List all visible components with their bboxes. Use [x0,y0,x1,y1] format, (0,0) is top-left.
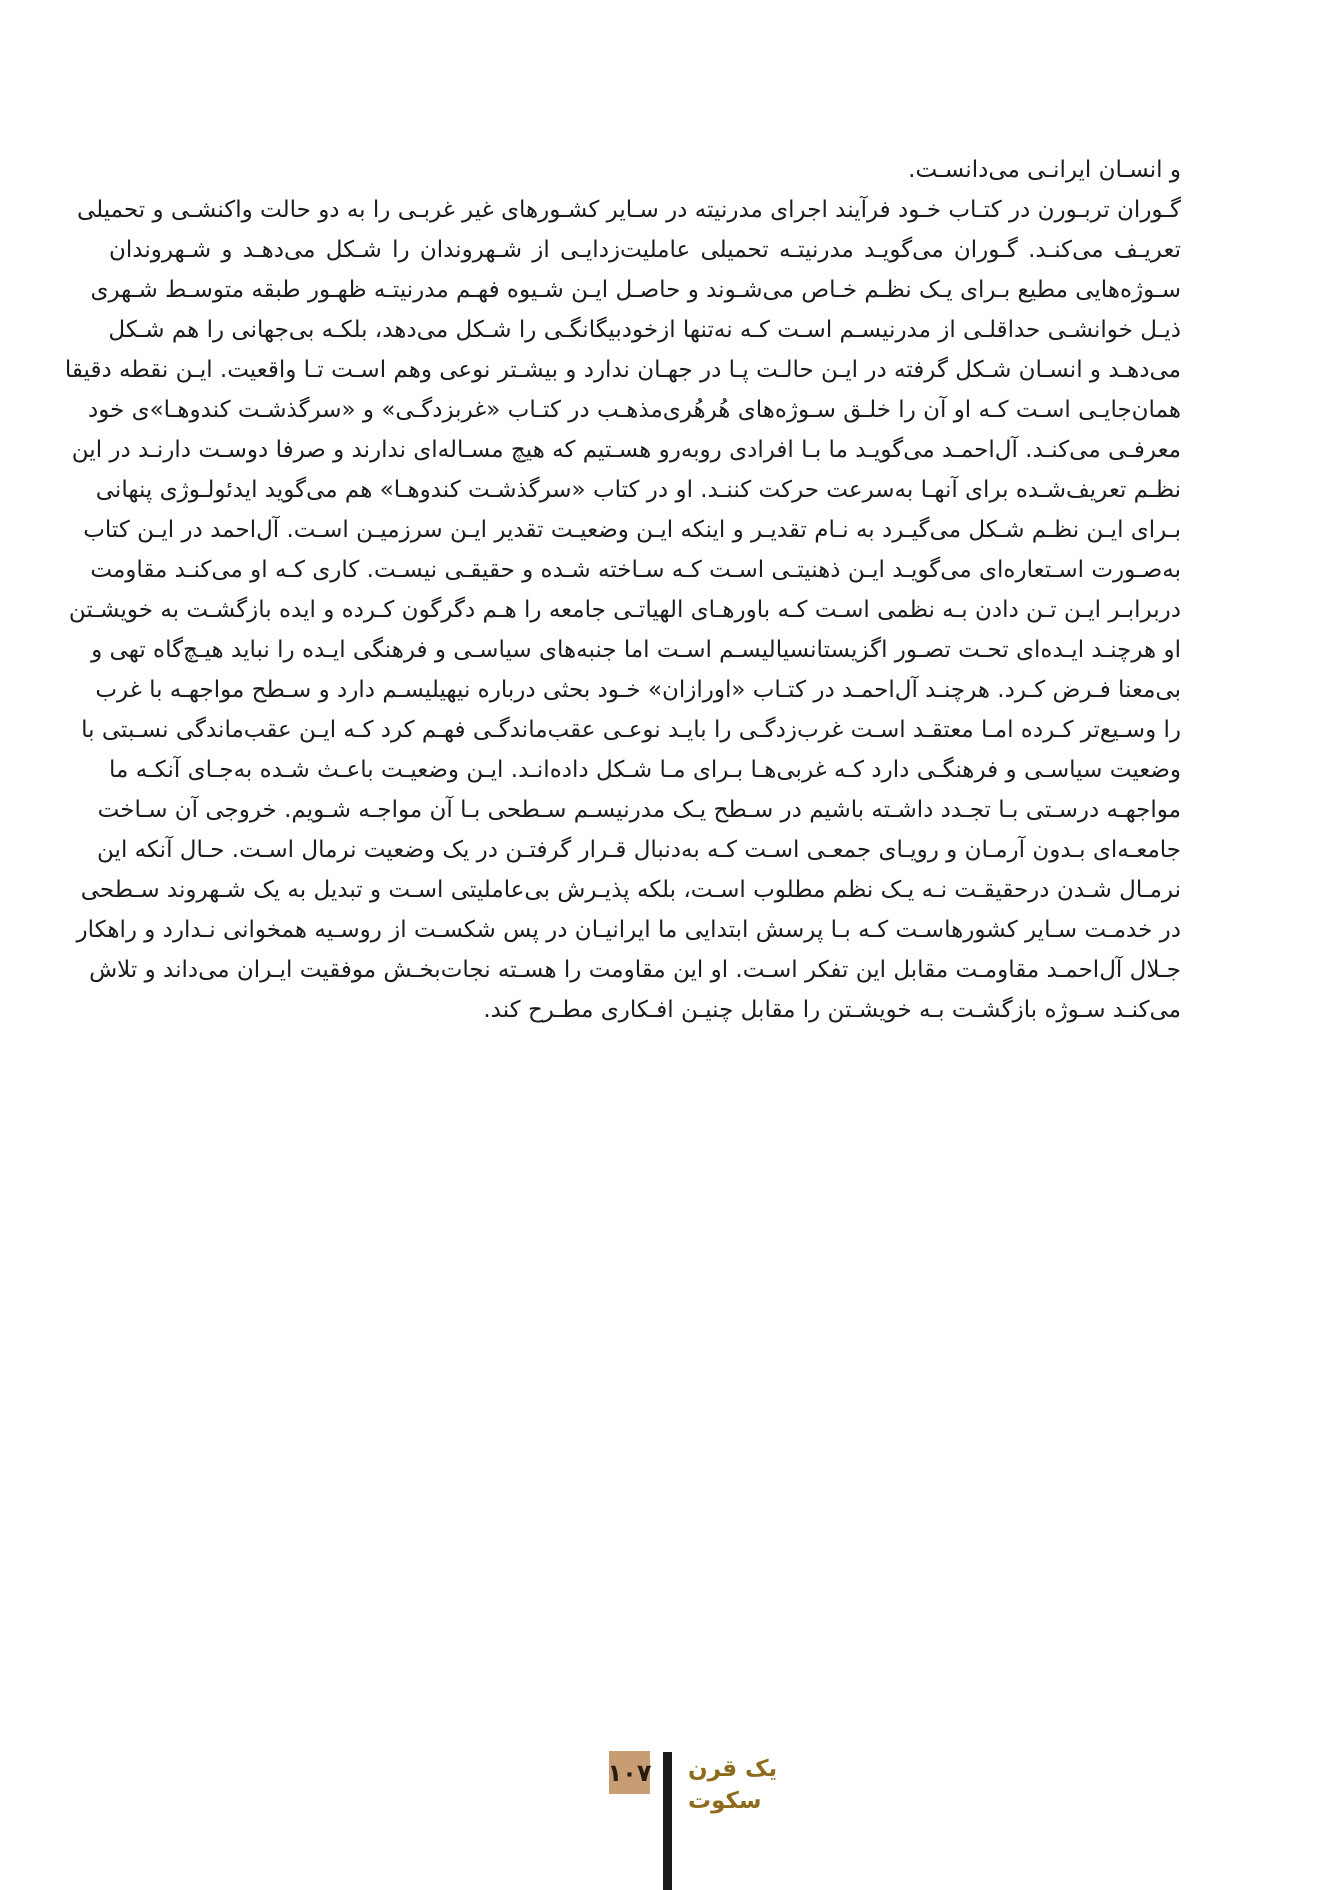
text-line: دربرابـر ایـن تـن دادن بـه نظمی اسـت کـه باورهـای الهیاتـی جامعه را هـم دگرگون کـرده و ایده بازگشـت به خویشـتن [68,597,1181,623]
text-line: نظـم تعریف‌شـده برای آنهـا به‌سرعت حرکت کننـد. او در کتاب «سرگذشـت کندوهـا» هم می‌گوید ایدئولـوژی پنهانی [95,477,1181,503]
text-line: می‌کنـد سـوژه بازگشـت بـه خویشـتن را مقابل چنیـن افـکاری مطـرح کند. [483,997,1181,1023]
text-line: در خدمـت سـایر کشورهاسـت کـه بـا پرسش ابتدایی ما ایرانیـان در پس شکسـت از روسـیه همخوانی نـدارد و راهکار [76,917,1181,943]
book-title [688,1753,777,1817]
text-line: همان‌جایـی اسـت کـه او آن را خلـق سـوژه‌های هُرهُری‌مذهـب در کتـاب «غربزدگـی» و «سرگذشـت کندوهـا»ی خود [87,397,1181,423]
text-line: و انسـان ایرانـی می‌دانسـت. [908,157,1181,183]
text-line: مواجهـه درسـتی بـا تجـدد داشـته باشیم در سـطح یـک مدرنیسـم سـطحی بـا آن مواجـه شـویم. خروجی آن سـاخت [97,797,1181,823]
text-line: ذیـل خوانشـی حداقلـی از مدرنیسـم اسـت کـه نه‌تنها ازخودبیگانگـی را شـکل می‌دهد، بلکـه بی‌جهانی را هم شـکل [108,317,1181,343]
text-line: گـوران تربـورن در کتـاب خـود فرآیند اجرای مدرنیته در سـایر کشـورهای غیر غربـی را به دو حالت واکنشـی و تحمیلی [76,197,1181,223]
text-line: نرمـال شـدن درحقیقـت نـه یـک نظم مطلوب اسـت، بلکه پذیـرش بی‌عاملیتی اسـت و تبدیل به یک شـهروند سـطحی [80,877,1181,903]
text-line: تعریـف می‌کنـد. گـوران می‌گویـد مدرنیتـه تحمیلی عاملیت‌زدایـی از شـهروندان را شـکل می‌دهـد و شـهروندان [109,237,1181,263]
book-title-line-2: سکوت [688,1788,762,1814]
text-line: به‌صـورت اسـتعاره‌ای می‌گویـد ایـن ذهنیتـی اسـت کـه سـاخته شـده و حقیقـی نیسـت. کاری کـه او می‌کنـد مقاومت [90,557,1181,583]
footer-divider [663,1752,672,1890]
body-text [64,150,1181,1030]
text-line: را وسـیع‌تر کـرده امـا معتقـد اسـت غرب‌زدگـی را بایـد نوعـی عقب‌ماندگـی فهـم کرد کـه ایـن عقب‌ماندگی نسـبتی با [81,717,1181,743]
text-line: جامعـه‌ای بـدون آرمـان و رویـای جمعـی اسـت کـه به‌دنبال قـرار گرفتـن در یک وضعیت نرمال اسـت. حـال آنکه این [97,837,1181,863]
text-line: او هرچنـد ایـده‌ای تحـت تصـور اگزیستانسیالیسـم اسـت اما جنبه‌های سیاسـی و فرهنگی ایـده را نباید هیـچ‌گاه تهی و [91,637,1181,663]
page-footer [0,1751,1339,1890]
text-line: بی‌معنا فـرض کـرد. هرچنـد آل‌احمـد در کتـاب «اورازان» خـود بحثی درباره نیهیلیسـم دارد و سـطح مواجهـه با غرب [95,677,1181,703]
text-line: می‌دهـد و انسـان شـکل گرفته در ایـن حالـت پـا در جهـان ندارد و بیشـتر نوعی وهم اسـت تـا واقعیت. ایـن نقطه دقیقا [64,357,1181,383]
text-line: جـلال آل‌احمـد مقاومـت مقابل این تفکر اسـت. او این مقاومت را هسـته نجات‌بخـش موفقیت ایـران می‌داند و تلاش [89,957,1181,983]
page-number-badge: ۱۰۷ [609,1751,650,1794]
text-line: معرفـی می‌کنـد. آل‌احمـد می‌گویـد ما بـا افرادی روبه‌رو هسـتیم که هیچ مسـاله‌ای ندارند و صرفا دوسـت دارنـد در این [71,437,1181,463]
text-line: بـرای ایـن نظـم شـکل می‌گیـرد به نـام تقدیـر و اینکه ایـن وضعیـت تقدیر ایـن سرزمیـن اسـت. آل‌احمد در ایـن کتاب [83,517,1181,543]
text-line: وضعیت سیاسـی و فرهنگـی دارد کـه غربی‌هـا بـرای مـا شـکل داده‌انـد. ایـن وضعیـت باعـث شـده به‌جـای آنکـه ما [109,757,1181,783]
book-title-line-1: یک قرن [688,1756,778,1782]
text-line: سـوژه‌هایی مطیع بـرای یـک نظـم خـاص می‌شـوند و حاصـل ایـن شـیوه فهـم مدرنیتـه ظهـور طبقه متوسـط شـهری [90,277,1181,303]
